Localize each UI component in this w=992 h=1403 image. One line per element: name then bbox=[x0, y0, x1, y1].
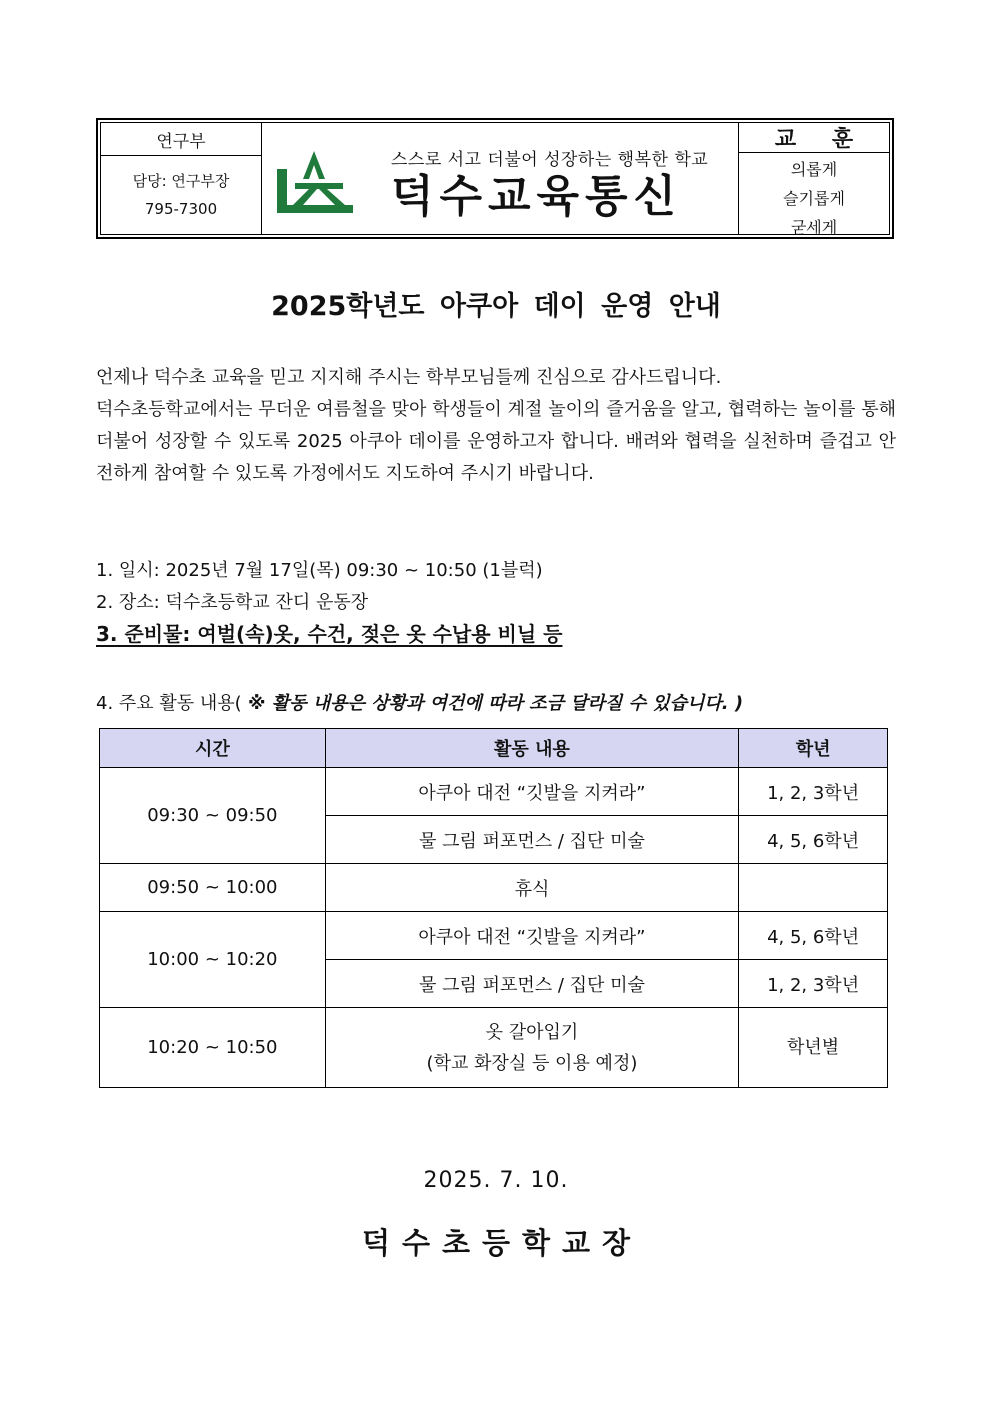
cell-grade: 학년별 bbox=[739, 1008, 888, 1088]
item-supplies: 3. 준비물: 여벌(속)옷, 수건, 젖은 옷 수납용 비닐 등 bbox=[96, 622, 563, 646]
cell-activity bbox=[325, 1008, 738, 1088]
cell-grade: 1, 2, 3학년 bbox=[739, 768, 888, 816]
activities-note: ※ 활동 내용은 상황과 여건에 따라 조금 달라질 수 있습니다. ) bbox=[241, 693, 744, 714]
table-row bbox=[100, 864, 888, 912]
cell-time: 09:30 ~ 09:50 bbox=[100, 768, 326, 864]
document-title: 2025학년도 아쿠아 데이 운영 안내 bbox=[271, 291, 721, 322]
col-header-activity: 활동 내용 bbox=[325, 729, 738, 768]
motto-item: 굳세게 bbox=[790, 218, 838, 237]
table-row bbox=[100, 912, 888, 960]
col-header-time: 시간 bbox=[100, 729, 326, 768]
newsletter-name: 덕수교육통신 bbox=[391, 171, 683, 222]
table-row bbox=[100, 1008, 888, 1088]
cell-time: 09:50 ~ 10:00 bbox=[100, 864, 326, 912]
schedule-table bbox=[99, 728, 888, 1088]
principal-signature: 덕수초등학교장 bbox=[361, 1226, 643, 1260]
cell-time: 10:00 ~ 10:20 bbox=[100, 912, 326, 1008]
cell-grade: 1, 2, 3학년 bbox=[739, 960, 888, 1008]
cell-activity: 물 그림 퍼포먼스 / 집단 미술 bbox=[325, 816, 738, 864]
item-location: 2. 장소: 덕수초등학교 잔디 운동장 bbox=[96, 592, 369, 613]
document-date: 2025. 7. 10. bbox=[423, 1168, 569, 1193]
school-logo-icon bbox=[273, 149, 355, 215]
cell-time: 10:20 ~ 10:50 bbox=[100, 1008, 326, 1088]
table-row bbox=[100, 768, 888, 816]
contact-phone: 795-7300 bbox=[144, 200, 218, 218]
school-motto bbox=[738, 123, 889, 237]
cell-grade bbox=[739, 864, 888, 912]
activities-label: 4. 주요 활동 내용( bbox=[96, 693, 242, 714]
newsletter-header bbox=[96, 118, 894, 239]
item-datetime: 1. 일시: 2025년 7월 17일(목) 09:30 ~ 10:50 (1블럭) bbox=[96, 560, 543, 581]
cell-activity: 아쿠아 대전 “깃발을 지켜라” bbox=[325, 912, 738, 960]
intro-paragraph: 언제나 덕수초 교육을 믿고 지지해 주시는 학부모님들께 진심으로 감사드립니다. bbox=[96, 367, 722, 388]
intro-paragraph: 덕수초등학교에서는 무더운 여름철을 맞아 학생들이 계절 놀이의 즐거움을 알고, 협력하는 놀이를 통해 더불어 성장할 수 있도록 2025 아쿠아 데이를 운영하고자 합니다. 배려와 협력을 실천하며 즐겁고 안전하게 참여할 수 있도록 가정에서도 지도하여 주시기 바랍니다. bbox=[96, 399, 896, 484]
motto-item: 슬기롭게 bbox=[783, 189, 845, 208]
cell-grade: 4, 5, 6학년 bbox=[739, 816, 888, 864]
motto-item: 의롭게 bbox=[790, 160, 838, 179]
table-header-row bbox=[100, 729, 888, 768]
cell-activity: 휴식 bbox=[325, 864, 738, 912]
activity-line: 옷 갈아입기 bbox=[485, 1021, 579, 1043]
activity-line: (학교 화장실 등 이용 예정) bbox=[426, 1052, 638, 1074]
col-header-grade: 학년 bbox=[739, 729, 888, 768]
dept-name: 연구부 bbox=[101, 123, 261, 156]
cell-activity: 아쿠아 대전 “깃발을 지켜라” bbox=[325, 768, 738, 816]
item-activities bbox=[96, 689, 743, 715]
motto-title: 교 훈 bbox=[739, 123, 889, 153]
dept-info bbox=[101, 123, 262, 234]
contact-label: 담당: 연구부장 bbox=[132, 172, 230, 190]
school-slogan: 스스로 서고 더불어 성장하는 행복한 학교 bbox=[391, 150, 709, 170]
intro-text bbox=[96, 362, 896, 490]
cell-grade: 4, 5, 6학년 bbox=[739, 912, 888, 960]
cell-activity: 물 그림 퍼포먼스 / 집단 미술 bbox=[325, 960, 738, 1008]
